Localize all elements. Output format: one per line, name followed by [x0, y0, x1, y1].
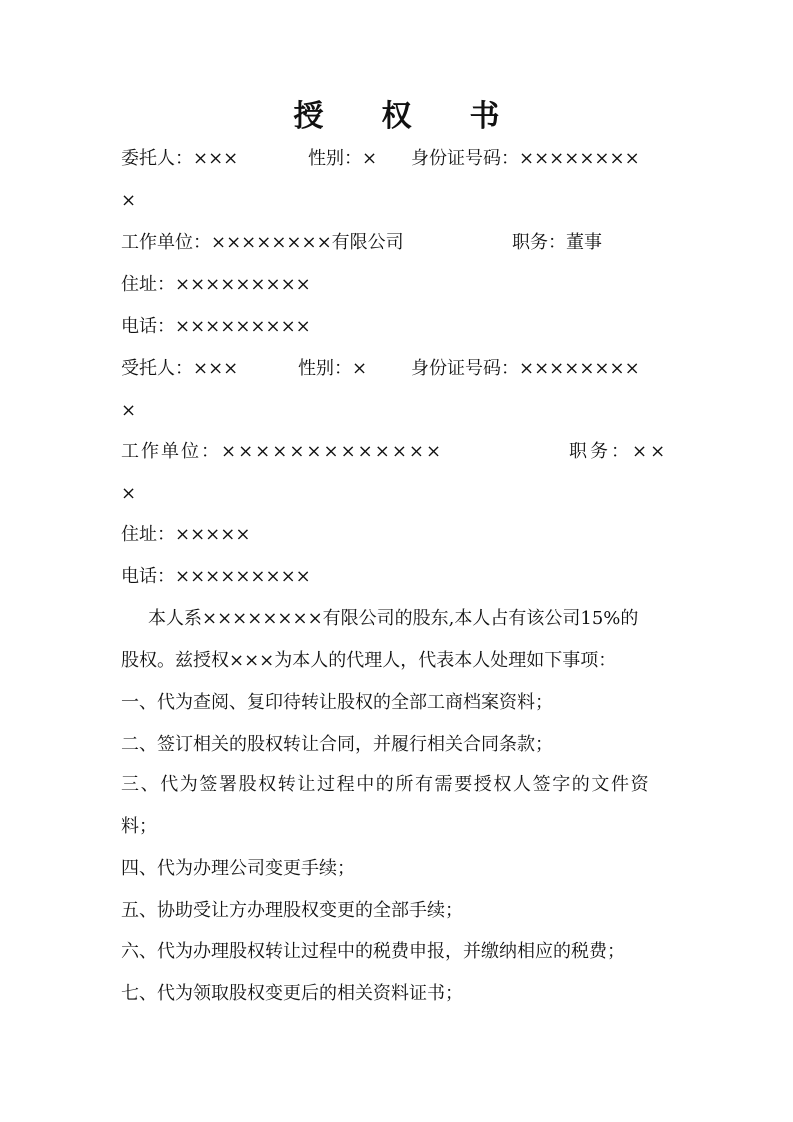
- authorized-item-3: 三、代为签署股权转让过程中的所有需要授权人签字的文件资: [121, 774, 651, 795]
- authorized-item-6: 六、代为办理股权转让过程中的税费申报，并缴纳相应的税费；: [121, 941, 625, 962]
- agent-work-unit: 工作单位：×××××××××××××: [121, 441, 444, 462]
- authorized-item-7: 七、代为领取股权变更后的相关资料证书；: [121, 983, 463, 1004]
- agent-position-continued: ×: [121, 483, 137, 504]
- principal-position: 职务：董事: [512, 232, 602, 253]
- document-title: 授权书: [293, 99, 558, 134]
- agent-address: 住址：×××××: [121, 524, 251, 545]
- agent-position: 职务：××: [569, 441, 669, 462]
- agent-id-number: 身份证号码：××××××××: [411, 358, 640, 379]
- authorized-item-5: 五、协助受让方办理股权变更的全部手续；: [121, 900, 463, 921]
- agent-id-number-continued: ×: [121, 400, 137, 421]
- principal-id-number-continued: ×: [121, 190, 137, 211]
- principal-phone: 电话：×××××××××: [121, 316, 311, 337]
- agent-phone: 电话：×××××××××: [121, 566, 311, 587]
- authorization-statement-line-1: 本人系××××××××有限公司的股东,本人占有该公司15%的: [148, 608, 639, 629]
- principal-work-unit: 工作单位：××××××××有限公司: [121, 232, 404, 253]
- principal-gender: 性别：×: [308, 148, 378, 169]
- authorized-item-1: 一、代为查阅、复印待转让股权的全部工商档案资料；: [121, 692, 553, 713]
- authorized-item-4: 四、代为办理公司变更手续；: [121, 858, 355, 879]
- principal-id-number: 身份证号码：××××××××: [411, 148, 640, 169]
- principal-address: 住址：×××××××××: [121, 274, 311, 295]
- authorized-item-2: 二、签订相关的股权转让合同，并履行相关合同条款；: [121, 734, 553, 755]
- authorization-statement-line-2: 股权。兹授权×××为本人的代理人，代表本人处理如下事项：: [121, 650, 617, 671]
- authorized-item-3-continued: 料；: [121, 816, 157, 837]
- agent-gender: 性别：×: [298, 358, 368, 379]
- agent-name: 受托人：×××: [121, 358, 239, 379]
- principal-name: 委托人：×××: [121, 148, 239, 169]
